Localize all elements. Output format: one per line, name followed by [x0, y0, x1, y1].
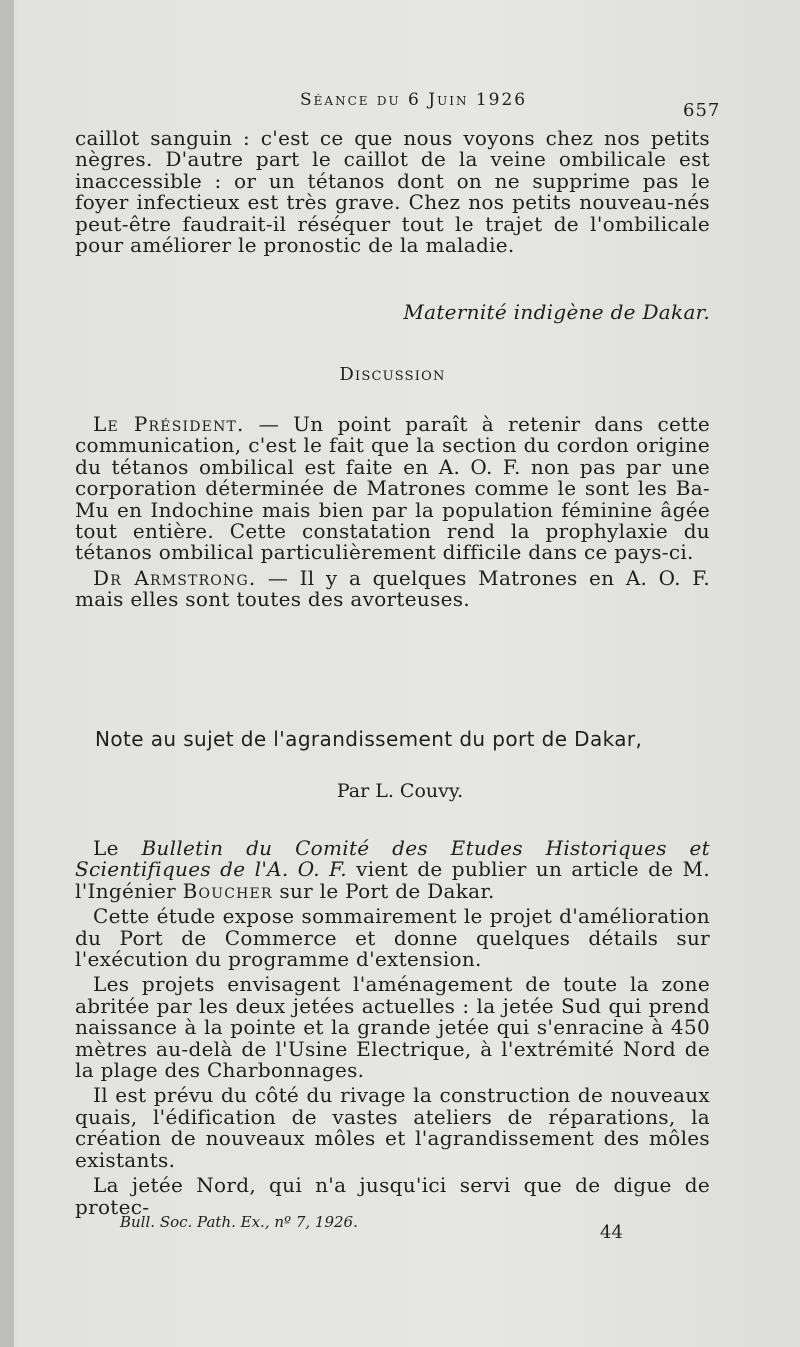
byline: Par L. Couvy. — [336, 780, 464, 802]
president-text: — Un point paraît à retenir dans cette communication, c'est le fait que la section du cordon origine du tétanos ombilical est faite en A. O. F. non pas par une corporation déterminée de Matrones comme le sont les Ba-Mu en Indochine mais bien par la population féminine âgée tout entière. Cette constatation rend la prophylaxie du tétanos ombilical particulièrement difficile dans ce pays-ci. — [75, 412, 711, 565]
paragraph-1: caillot sanguin : c'est ce que nous voyons chez nos petits nègres. D'autre part le caillot de la veine ombilicale est inaccessible : or un tétanos dont on ne supprime pas le foyer infectieux est très grave. Chez nos petits nouveau-nés peut-être faudrait-il réséquer tout le trajet de l'ombilicale pour améliorer le pronostic de la maladie. — [75, 126, 710, 258]
signature-mark: 44 — [600, 1222, 623, 1243]
note-title: Note au sujet de l'agrandissement du port de Dakar, — [95, 727, 643, 751]
page-edge-shadow — [0, 0, 14, 1347]
p1-middle: vient de publier un article de M. l'Ingénier — [75, 857, 710, 903]
note-paragraph-5: La jetée Nord, qui n'a jusqu'ici servi que de digue de protec- — [75, 1173, 710, 1219]
note-paragraph-3: Les projets envisagent l'aménagement de toute la zone abritée par les deux jetées actuelles : la jetée Sud qui prend naissance à la pointe et la grande jetée qui s'enracine à 450 mètres au-delà de l'Usine Electrique, à l'extrémité Nord de la plage des Charbonnages. — [75, 972, 710, 1083]
footer-citation: Bull. Soc. Path. Ex., nº 7, 1926. — [120, 1213, 358, 1231]
armstrong-text: — Il y a quelques Matrones en A. O. F. mais elles sont toutes des avorteuses. — [75, 565, 711, 612]
p1-end: sur le Port de Dakar. — [272, 878, 495, 903]
armstrong-paragraph — [75, 565, 711, 612]
note-body — [75, 838, 710, 1218]
author-signature: Maternité indigène de Dakar. — [403, 300, 710, 324]
p1-start: Le — [93, 836, 142, 860]
bulletin-title: Bulletin du Comité des Etudes Historiques et Scientifiques de l'A. O. F. — [75, 836, 711, 882]
discussion-section — [75, 414, 710, 611]
note-paragraph-4: Il est prévu du côté du rivage la construction de nouveaux quais, l'édification de vastes ateliers de réparations, la création de nouveaux môles et l'agrandissement des môles existants. — [75, 1083, 710, 1172]
note-paragraph-1 — [75, 838, 710, 902]
page-number: 657 — [683, 100, 721, 121]
discussion-heading: Discussion — [339, 364, 446, 385]
engineer-name: Boucher — [182, 878, 273, 903]
continued-paragraph — [75, 128, 710, 256]
speaker-armstrong: Dr Armstrong. — [93, 565, 257, 590]
president-paragraph — [75, 414, 710, 564]
running-head: Séance du 6 Juin 1926 — [300, 90, 528, 110]
note-paragraph-2: Cette étude expose sommairement le projet d'amélioration du Port de Commerce et donne quelques détails sur l'exécution du programme d'extension. — [75, 904, 710, 972]
speaker-president: Le Président. — [93, 412, 245, 436]
